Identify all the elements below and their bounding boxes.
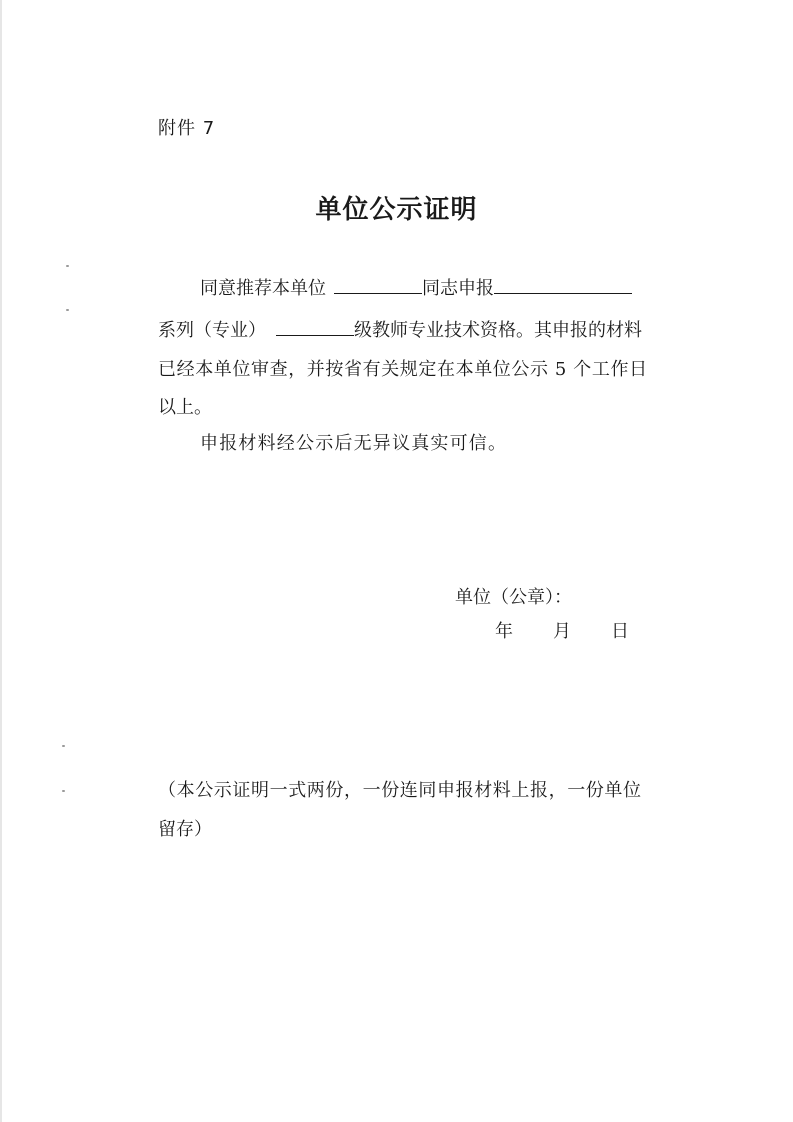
scan-edge bbox=[0, 0, 2, 1122]
date-month: 月 bbox=[553, 621, 571, 642]
paragraph-line-1 bbox=[200, 274, 632, 300]
line1-prefix: 同意推荐本单位 bbox=[200, 278, 326, 299]
page-title: 单位公示证明 bbox=[315, 195, 478, 225]
note-line-1: （本公示证明一式两份，一份连同申报材料上报，一份单位 bbox=[158, 780, 642, 801]
paragraph-line-3: 已经本单位审查，并按省有关规定在本单位公示 5 个工作日 bbox=[158, 359, 648, 380]
date-day: 日 bbox=[611, 621, 629, 642]
line1-middle: 同志申报 bbox=[422, 278, 494, 299]
paragraph-line-2 bbox=[158, 316, 642, 342]
date-year: 年 bbox=[495, 621, 513, 642]
scan-speck bbox=[62, 745, 65, 747]
line2-suffix: 级教师专业技术资格。其申报的材料 bbox=[354, 320, 642, 341]
scan-speck bbox=[62, 790, 65, 792]
signature-date bbox=[495, 617, 629, 643]
line2-prefix: 系列（专业） bbox=[158, 320, 266, 341]
note-line-2: 留存） bbox=[158, 819, 212, 840]
unit-name-blank[interactable] bbox=[334, 275, 422, 294]
attachment-label: 附件 7 bbox=[158, 118, 216, 139]
series-blank[interactable] bbox=[276, 317, 354, 336]
paragraph-line-5: 申报材料经公示后无异议真实可信。 bbox=[200, 433, 508, 454]
scan-speck bbox=[66, 309, 69, 311]
scan-speck bbox=[66, 265, 69, 267]
signature-unit-label: 单位（公章）： bbox=[455, 587, 572, 608]
applicant-name-blank[interactable] bbox=[494, 275, 632, 294]
paragraph-line-4: 以上。 bbox=[158, 397, 212, 418]
